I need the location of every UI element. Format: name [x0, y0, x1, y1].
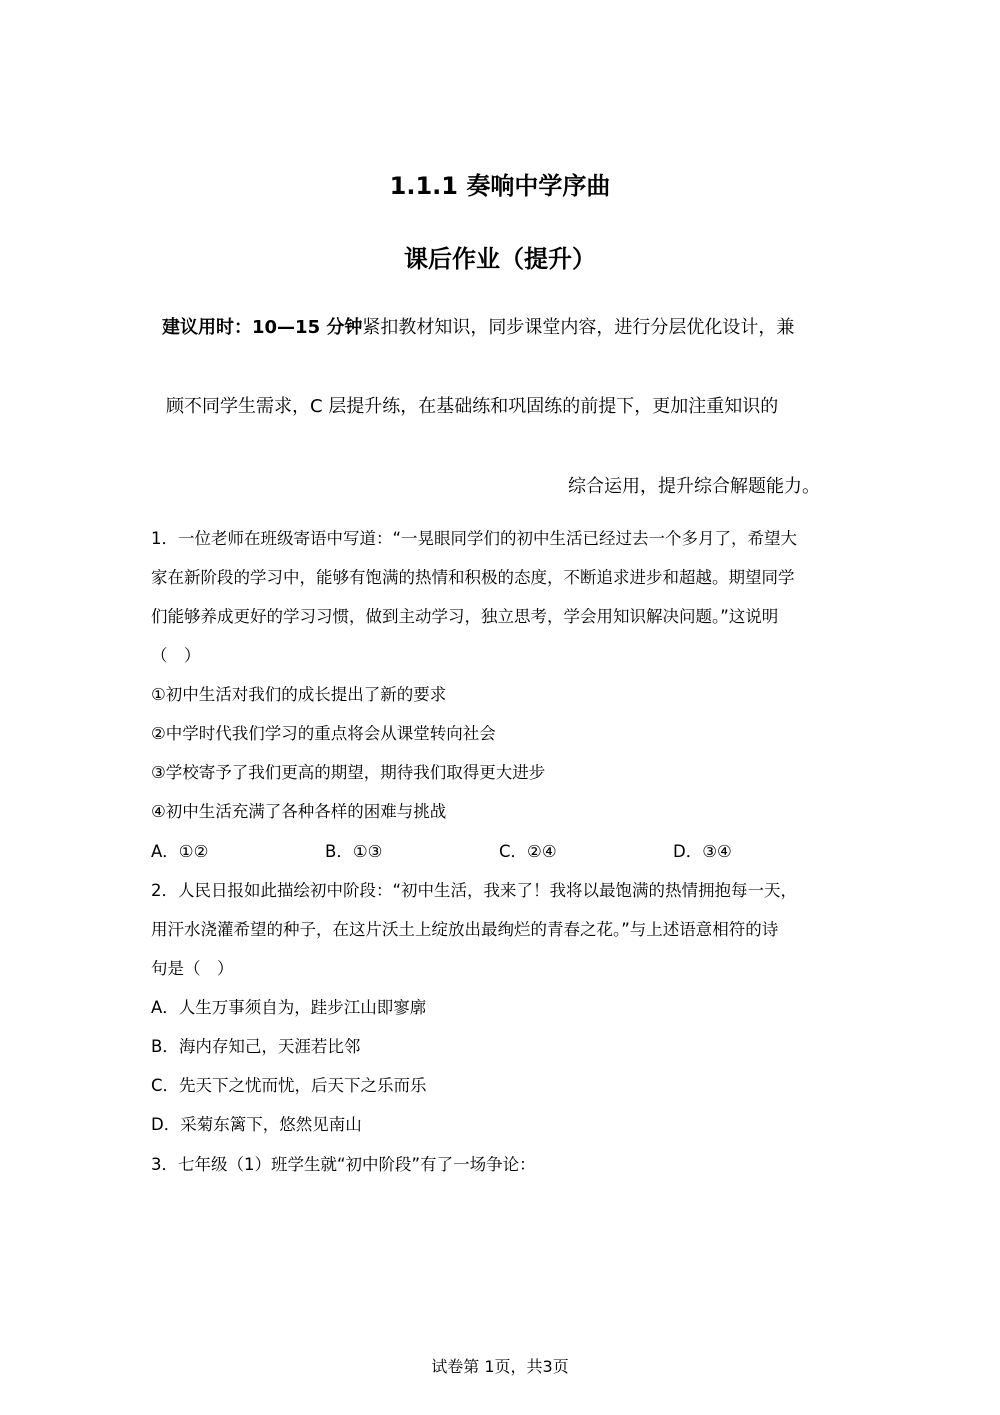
q1-option-d: D．③④	[673, 842, 732, 861]
q1-stem-line-4: （ ）	[151, 646, 201, 665]
q2-option-b: B．海内存知己，天涯若比邻	[151, 1037, 361, 1056]
q2-stem-line-2: 用汗水浇灌希望的种子，在这片沃土上绽放出最绚烂的青春之花。”与上述语意相符的诗	[151, 920, 779, 939]
q1-stem-line-1: 1．一位老师在班级寄语中写道：“一晃眼同学们的初中生活已经过去一个多月了，希望大	[151, 529, 798, 548]
q1-statement-4: ④初中生活充满了各种各样的困难与挑战	[151, 802, 447, 821]
q1-options	[151, 840, 732, 864]
intro-text-1: 紧扣教材知识，同步课堂内容，进行分层优化设计，兼	[362, 317, 795, 338]
suggested-time-label: 建议用时：10—15 分钟	[162, 317, 363, 338]
q1-stem-line-3: 们能够养成更好的学习习惯，做到主动学习，独立思考，学会用知识解决问题。”这说明	[151, 607, 779, 626]
q1-statement-3: ③学校寄予了我们更高的期望，期待我们取得更大进步	[151, 763, 546, 782]
q3-stem-line-1: 3．七年级（1）班学生就“初中阶段”有了一场争论：	[151, 1155, 536, 1174]
q1-statement-1: ①初中生活对我们的成长提出了新的要求	[151, 685, 447, 704]
page-subtitle: 课后作业（提升）	[404, 245, 596, 273]
q2-stem-line-1: 2．人民日报如此描绘初中阶段：“初中生活，我来了！我将以最饱满的热情拥抱每一天，	[151, 881, 798, 900]
q1-stem-line-2: 家在新阶段的学习中，能够有饱满的热情和积极的态度，不断追求进步和超越。期望同学	[151, 568, 795, 587]
q2-option-a: A．人生万事须自为，跬步江山即寥廓	[151, 998, 427, 1017]
q1-option-c: C．②④	[499, 842, 557, 861]
q1-statement-2: ②中学时代我们学习的重点将会从课堂转向社会	[151, 724, 496, 743]
page-title: 1.1.1 奏响中学序曲	[389, 172, 611, 200]
intro-line-1	[162, 315, 794, 341]
q2-stem-line-3: 句是（ ）	[151, 959, 234, 978]
page-footer: 试卷第 1页，共3页	[431, 1357, 569, 1376]
intro-line-3: 综合运用，提升综合解题能力。	[568, 476, 820, 497]
q1-option-b: B．①③	[325, 842, 383, 861]
q2-option-c: C．先天下之忧而忧，后天下之乐而乐	[151, 1076, 427, 1095]
intro-line-2: 顾不同学生需求，C 层提升练，在基础练和巩固练的前提下，更加注重知识的	[166, 396, 779, 417]
q2-option-d: D．采菊东篱下，悠然见南山	[151, 1115, 362, 1134]
q1-option-a: A．①②	[151, 842, 209, 861]
